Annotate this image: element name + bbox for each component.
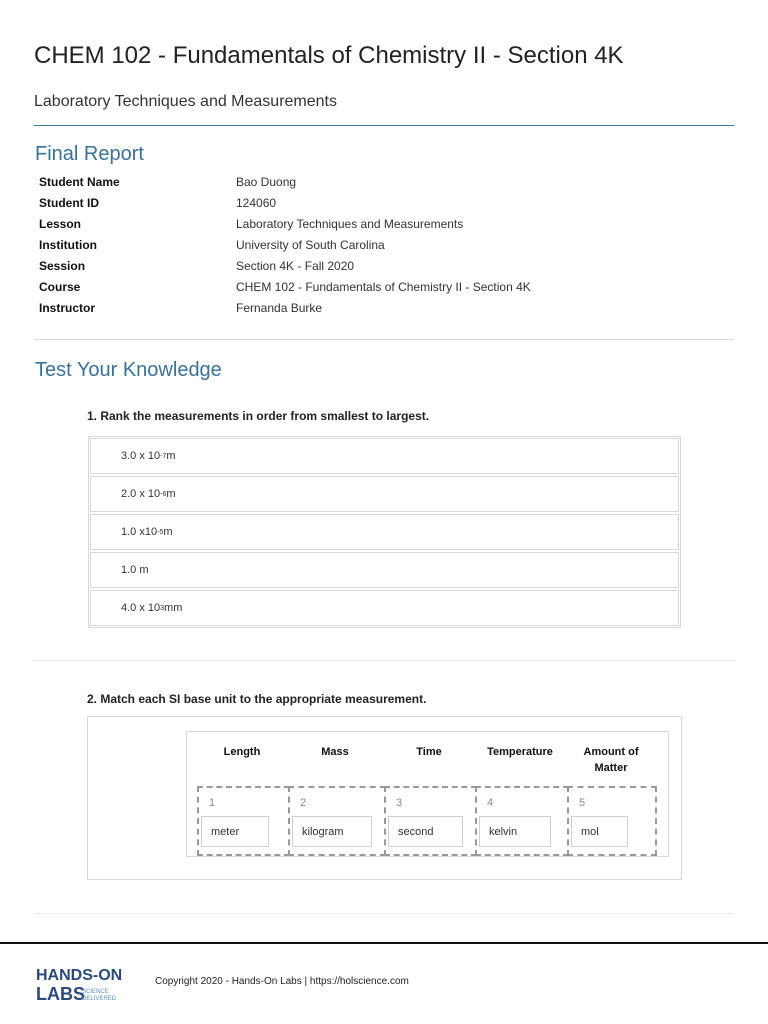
hands-on-labs-logo (36, 964, 136, 1004)
logo-tagline-top: SCIENCE (82, 989, 109, 995)
rank-item-unit: m (163, 526, 173, 538)
rank-item[interactable] (90, 438, 679, 474)
matching-grid (186, 731, 669, 857)
answer-chip[interactable]: mol (571, 816, 628, 847)
rank-item[interactable] (90, 552, 679, 588)
rank-item-unit: mm (164, 602, 183, 614)
answer-chip[interactable]: meter (201, 816, 269, 847)
info-row (39, 234, 639, 255)
drop-zone-number: 2 (300, 797, 307, 809)
info-label: Lesson (39, 216, 82, 231)
report-info-table (39, 171, 639, 318)
column-header: Temperature (487, 746, 553, 758)
rank-list (88, 436, 681, 628)
info-label: Student ID (39, 195, 99, 210)
column-header: Amount of Matter (583, 746, 639, 774)
question-2-prompt: 2. Match each SI base unit to the appropriate measurement. (87, 692, 427, 706)
rank-item-unit: m (166, 488, 176, 500)
rank-item[interactable] (90, 514, 679, 550)
rank-item-base: 1.0 x10 (121, 526, 158, 538)
answer-chip[interactable]: kilogram (292, 816, 372, 847)
info-label: Student Name (39, 174, 120, 189)
column-header: Mass (321, 746, 349, 758)
drop-zone[interactable] (567, 786, 657, 856)
answer-chip[interactable]: second (388, 816, 463, 847)
question-divider (34, 660, 734, 661)
rank-item-exponent: -7 (160, 452, 167, 460)
drop-zone-number: 1 (209, 797, 216, 809)
drop-zone[interactable] (197, 786, 290, 856)
info-row (39, 171, 639, 192)
info-label: Institution (39, 237, 97, 252)
drop-zone-number: 3 (396, 797, 403, 809)
rank-item[interactable] (90, 476, 679, 512)
footer-copyright: Copyright 2020 - Hands-On Labs | https://holscience.com (155, 976, 409, 987)
footer-rule (0, 942, 768, 944)
info-label: Instructor (39, 300, 96, 315)
drop-zone-number: 4 (487, 797, 494, 809)
rank-item-base: 4.0 x 10 (121, 602, 161, 614)
info-value: Section 4K - Fall 2020 (236, 258, 355, 273)
info-label: Course (39, 279, 81, 294)
column-header: Length (223, 746, 261, 758)
logo-text-bottom: LABS (36, 984, 85, 1004)
info-value: Laboratory Techniques and Measurements (236, 216, 464, 231)
info-value: Bao Duong (236, 174, 297, 189)
section-divider (34, 339, 734, 340)
info-row (39, 255, 639, 276)
logo-tagline-bottom: DELIVERED (82, 996, 117, 1002)
info-row (39, 213, 639, 234)
info-row (39, 192, 639, 213)
header-divider (34, 125, 734, 126)
question-1-prompt: 1. Rank the measurements in order from smallest to largest. (87, 409, 430, 423)
info-value: Fernanda Burke (236, 300, 323, 315)
rank-item-base: 3.0 x 10 (121, 450, 161, 462)
bottom-divider (34, 913, 734, 914)
info-value: University of South Carolina (236, 237, 385, 252)
matching-panel (87, 716, 682, 880)
rank-item-exponent: -6 (160, 490, 167, 498)
drop-zone[interactable] (475, 786, 569, 856)
info-row (39, 276, 639, 297)
info-row (39, 297, 639, 318)
page-title: CHEM 102 - Fundamentals of Chemistry II - Section 4K (34, 42, 624, 69)
rank-item-base: 2.0 x 10 (121, 488, 161, 500)
drop-zone-number: 5 (579, 797, 586, 809)
page-subtitle: Laboratory Techniques and Measurements (34, 93, 337, 110)
rank-item-unit: m (166, 450, 176, 462)
info-value: CHEM 102 - Fundamentals of Chemistry II - Section 4K (236, 279, 531, 294)
logo-text-top: HANDS-ON (36, 967, 123, 984)
final-report-heading: Final Report (35, 143, 144, 165)
drop-zone[interactable] (288, 786, 386, 856)
info-value: 124060 (236, 195, 277, 210)
column-header: Time (416, 746, 442, 758)
rank-item-exponent: 3 (160, 604, 165, 612)
test-your-knowledge-heading: Test Your Knowledge (35, 359, 222, 381)
rank-item-base: 1.0 m (121, 564, 149, 576)
drop-zone[interactable] (384, 786, 477, 856)
answer-chip[interactable]: kelvin (479, 816, 551, 847)
info-label: Session (39, 258, 86, 273)
rank-item-exponent: -5 (157, 528, 164, 536)
rank-item[interactable] (90, 590, 679, 626)
